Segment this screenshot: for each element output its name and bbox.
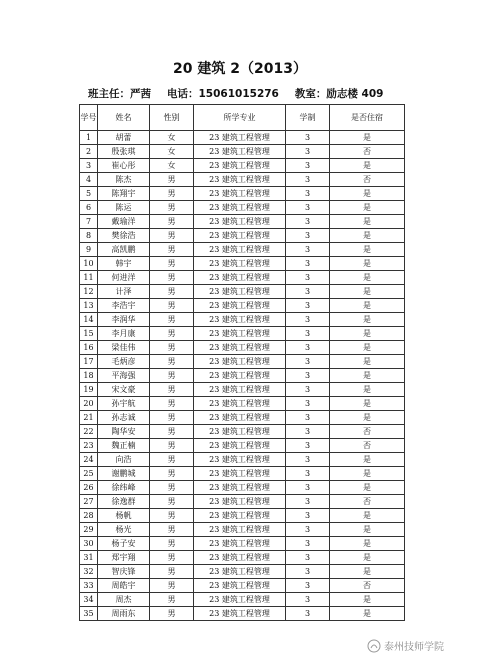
cell-student-no: 26 <box>80 481 98 495</box>
cell-dorm: 否 <box>330 425 405 439</box>
cell-gender: 女 <box>150 145 194 159</box>
table-row <box>80 593 405 607</box>
cell-name: 智庆锋 <box>98 565 150 579</box>
cell-years: 3 <box>286 537 330 551</box>
cell-student-no: 24 <box>80 453 98 467</box>
cell-major: 23 建筑工程管理 <box>194 187 286 201</box>
table-row <box>80 481 405 495</box>
cell-gender: 男 <box>150 453 194 467</box>
table-row <box>80 313 405 327</box>
cell-gender: 男 <box>150 397 194 411</box>
cell-major: 23 建筑工程管理 <box>194 579 286 593</box>
cell-years: 3 <box>286 383 330 397</box>
table-row <box>80 551 405 565</box>
cell-years: 3 <box>286 355 330 369</box>
cell-name: 毛炳彦 <box>98 355 150 369</box>
table-row <box>80 607 405 621</box>
cell-dorm: 是 <box>330 593 405 607</box>
cell-major: 23 建筑工程管理 <box>194 551 286 565</box>
cell-years: 3 <box>286 593 330 607</box>
cell-major: 23 建筑工程管理 <box>194 495 286 509</box>
cell-dorm: 是 <box>330 607 405 621</box>
cell-years: 3 <box>286 201 330 215</box>
cell-student-no: 27 <box>80 495 98 509</box>
table-row <box>80 285 405 299</box>
head-teacher: 班主任：严茜 <box>88 88 151 100</box>
cell-student-no: 2 <box>80 145 98 159</box>
cell-dorm: 是 <box>330 397 405 411</box>
watermark-text: 泰州技师学院 <box>384 642 444 653</box>
cell-years: 3 <box>286 579 330 593</box>
cell-gender: 男 <box>150 229 194 243</box>
cell-name: 平海强 <box>98 369 150 383</box>
header-gender: 性别 <box>150 105 194 131</box>
cell-years: 3 <box>286 173 330 187</box>
cell-years: 3 <box>286 369 330 383</box>
cell-gender: 男 <box>150 173 194 187</box>
cell-major: 23 建筑工程管理 <box>194 215 286 229</box>
cell-years: 3 <box>286 299 330 313</box>
cell-years: 3 <box>286 131 330 145</box>
cell-student-no: 8 <box>80 229 98 243</box>
cell-dorm: 否 <box>330 145 405 159</box>
cell-gender: 男 <box>150 383 194 397</box>
cell-major: 23 建筑工程管理 <box>194 523 286 537</box>
cell-student-no: 18 <box>80 369 98 383</box>
table-row <box>80 383 405 397</box>
cell-name: 杨子安 <box>98 537 150 551</box>
cell-student-no: 35 <box>80 607 98 621</box>
cell-major: 23 建筑工程管理 <box>194 327 286 341</box>
cell-student-no: 3 <box>80 159 98 173</box>
cell-gender: 男 <box>150 313 194 327</box>
cell-name: 周杰 <box>98 593 150 607</box>
cell-student-no: 23 <box>80 439 98 453</box>
cell-dorm: 是 <box>330 215 405 229</box>
cell-major: 23 建筑工程管理 <box>194 537 286 551</box>
table-row <box>80 397 405 411</box>
table-row <box>80 341 405 355</box>
cell-gender: 男 <box>150 369 194 383</box>
cell-dorm: 否 <box>330 579 405 593</box>
cell-years: 3 <box>286 243 330 257</box>
cell-years: 3 <box>286 495 330 509</box>
cell-dorm: 是 <box>330 565 405 579</box>
cell-student-no: 34 <box>80 593 98 607</box>
header-years: 学制 <box>286 105 330 131</box>
table-row <box>80 355 405 369</box>
table-row <box>80 215 405 229</box>
cell-name: 殷张琪 <box>98 145 150 159</box>
cell-dorm: 是 <box>330 537 405 551</box>
cell-name: 徐纬峰 <box>98 481 150 495</box>
cell-dorm: 是 <box>330 159 405 173</box>
cell-years: 3 <box>286 439 330 453</box>
cell-major: 23 建筑工程管理 <box>194 257 286 271</box>
cell-gender: 男 <box>150 565 194 579</box>
header-name: 姓名 <box>98 105 150 131</box>
table-row <box>80 187 405 201</box>
cell-name: 李月康 <box>98 327 150 341</box>
cell-major: 23 建筑工程管理 <box>194 159 286 173</box>
cell-student-no: 7 <box>80 215 98 229</box>
header-major: 所学专业 <box>194 105 286 131</box>
cell-gender: 男 <box>150 327 194 341</box>
cell-student-no: 21 <box>80 411 98 425</box>
cell-major: 23 建筑工程管理 <box>194 593 286 607</box>
cell-gender: 男 <box>150 509 194 523</box>
cell-gender: 男 <box>150 215 194 229</box>
cell-dorm: 是 <box>330 467 405 481</box>
cell-student-no: 30 <box>80 537 98 551</box>
table-row <box>80 369 405 383</box>
table-row <box>80 565 405 579</box>
cell-name: 杨光 <box>98 523 150 537</box>
table-row <box>80 271 405 285</box>
cell-dorm: 否 <box>330 439 405 453</box>
table-row <box>80 201 405 215</box>
cell-major: 23 建筑工程管理 <box>194 131 286 145</box>
cell-years: 3 <box>286 271 330 285</box>
cell-major: 23 建筑工程管理 <box>194 299 286 313</box>
cell-name: 魏正楠 <box>98 439 150 453</box>
cell-name: 李润华 <box>98 313 150 327</box>
cell-name: 戴瑜洋 <box>98 215 150 229</box>
cell-gender: 男 <box>150 299 194 313</box>
table-row <box>80 131 405 145</box>
cell-major: 23 建筑工程管理 <box>194 425 286 439</box>
cell-dorm: 是 <box>330 229 405 243</box>
student-roster-table <box>79 104 405 621</box>
cell-major: 23 建筑工程管理 <box>194 439 286 453</box>
cell-dorm: 是 <box>330 453 405 467</box>
cell-major: 23 建筑工程管理 <box>194 173 286 187</box>
cell-dorm: 否 <box>330 495 405 509</box>
cell-gender: 男 <box>150 425 194 439</box>
cell-years: 3 <box>286 187 330 201</box>
cell-dorm: 是 <box>330 369 405 383</box>
cell-name: 李浩宇 <box>98 299 150 313</box>
table-row <box>80 439 405 453</box>
cell-gender: 女 <box>150 159 194 173</box>
cell-name: 计泽 <box>98 285 150 299</box>
cell-student-no: 6 <box>80 201 98 215</box>
cell-dorm: 是 <box>330 383 405 397</box>
cell-gender: 男 <box>150 355 194 369</box>
cell-years: 3 <box>286 341 330 355</box>
cell-name: 孙宇航 <box>98 397 150 411</box>
table-row <box>80 411 405 425</box>
cell-major: 23 建筑工程管理 <box>194 453 286 467</box>
table-row <box>80 509 405 523</box>
cell-dorm: 否 <box>330 173 405 187</box>
cell-dorm: 是 <box>330 341 405 355</box>
cell-name: 胡蕾 <box>98 131 150 145</box>
cell-dorm: 是 <box>330 271 405 285</box>
cell-major: 23 建筑工程管理 <box>194 467 286 481</box>
table-row <box>80 495 405 509</box>
cell-years: 3 <box>286 523 330 537</box>
cell-major: 23 建筑工程管理 <box>194 607 286 621</box>
cell-student-no: 31 <box>80 551 98 565</box>
cell-years: 3 <box>286 285 330 299</box>
cell-gender: 男 <box>150 201 194 215</box>
watermark <box>367 638 444 653</box>
cell-gender: 男 <box>150 285 194 299</box>
cell-name: 崔心彤 <box>98 159 150 173</box>
cell-gender: 男 <box>150 481 194 495</box>
cell-name: 何进洋 <box>98 271 150 285</box>
cell-major: 23 建筑工程管理 <box>194 285 286 299</box>
table-row <box>80 173 405 187</box>
table-row <box>80 579 405 593</box>
cell-student-no: 11 <box>80 271 98 285</box>
table-body <box>80 131 405 621</box>
cell-major: 23 建筑工程管理 <box>194 369 286 383</box>
cell-major: 23 建筑工程管理 <box>194 271 286 285</box>
cell-name: 孙志诚 <box>98 411 150 425</box>
cell-dorm: 是 <box>330 285 405 299</box>
cell-years: 3 <box>286 565 330 579</box>
cell-years: 3 <box>286 551 330 565</box>
cell-major: 23 建筑工程管理 <box>194 509 286 523</box>
cell-dorm: 是 <box>330 313 405 327</box>
cell-name: 樊徐浩 <box>98 229 150 243</box>
header-student-no: 学号 <box>80 105 98 131</box>
header-dorm: 是否住宿 <box>330 105 405 131</box>
cell-student-no: 12 <box>80 285 98 299</box>
cell-student-no: 25 <box>80 467 98 481</box>
cell-student-no: 5 <box>80 187 98 201</box>
cell-student-no: 33 <box>80 579 98 593</box>
wechat-channel-icon <box>367 639 381 653</box>
cell-dorm: 是 <box>330 355 405 369</box>
table-row <box>80 159 405 173</box>
table-row <box>80 327 405 341</box>
cell-dorm: 是 <box>330 243 405 257</box>
cell-dorm: 是 <box>330 509 405 523</box>
cell-major: 23 建筑工程管理 <box>194 397 286 411</box>
cell-dorm: 是 <box>330 257 405 271</box>
cell-gender: 男 <box>150 341 194 355</box>
cell-student-no: 19 <box>80 383 98 397</box>
cell-name: 郑宇翔 <box>98 551 150 565</box>
cell-years: 3 <box>286 509 330 523</box>
cell-student-no: 17 <box>80 355 98 369</box>
cell-gender: 男 <box>150 607 194 621</box>
cell-name: 徐逸群 <box>98 495 150 509</box>
table-row <box>80 537 405 551</box>
cell-student-no: 15 <box>80 327 98 341</box>
cell-dorm: 是 <box>330 299 405 313</box>
table-row <box>80 243 405 257</box>
cell-dorm: 是 <box>330 201 405 215</box>
class-info <box>88 86 418 101</box>
cell-dorm: 是 <box>330 551 405 565</box>
cell-gender: 男 <box>150 411 194 425</box>
cell-years: 3 <box>286 425 330 439</box>
table-row <box>80 145 405 159</box>
cell-name: 周皓宇 <box>98 579 150 593</box>
cell-dorm: 是 <box>330 481 405 495</box>
cell-gender: 男 <box>150 593 194 607</box>
cell-gender: 男 <box>150 439 194 453</box>
cell-gender: 男 <box>150 537 194 551</box>
cell-student-no: 28 <box>80 509 98 523</box>
cell-name: 高凯鹏 <box>98 243 150 257</box>
cell-years: 3 <box>286 327 330 341</box>
cell-student-no: 29 <box>80 523 98 537</box>
cell-gender: 男 <box>150 579 194 593</box>
cell-student-no: 20 <box>80 397 98 411</box>
cell-student-no: 1 <box>80 131 98 145</box>
cell-years: 3 <box>286 313 330 327</box>
cell-gender: 女 <box>150 131 194 145</box>
cell-name: 韩宇 <box>98 257 150 271</box>
cell-student-no: 13 <box>80 299 98 313</box>
cell-name: 梁佳伟 <box>98 341 150 355</box>
table-row <box>80 257 405 271</box>
cell-name: 陈杰 <box>98 173 150 187</box>
table-row <box>80 453 405 467</box>
cell-name: 陈运 <box>98 201 150 215</box>
cell-name: 向浩 <box>98 453 150 467</box>
cell-gender: 男 <box>150 551 194 565</box>
page-title: 20 建筑 2（2013） <box>173 61 307 77</box>
cell-years: 3 <box>286 453 330 467</box>
cell-years: 3 <box>286 159 330 173</box>
cell-dorm: 是 <box>330 327 405 341</box>
cell-years: 3 <box>286 607 330 621</box>
cell-student-no: 4 <box>80 173 98 187</box>
table-row <box>80 467 405 481</box>
cell-major: 23 建筑工程管理 <box>194 313 286 327</box>
classroom: 教室：励志楼 409 <box>294 88 384 100</box>
cell-name: 周雨东 <box>98 607 150 621</box>
cell-years: 3 <box>286 467 330 481</box>
cell-gender: 男 <box>150 187 194 201</box>
cell-name: 杨帆 <box>98 509 150 523</box>
cell-name: 陶华安 <box>98 425 150 439</box>
table-header-row <box>80 105 405 131</box>
cell-major: 23 建筑工程管理 <box>194 201 286 215</box>
cell-major: 23 建筑工程管理 <box>194 145 286 159</box>
cell-major: 23 建筑工程管理 <box>194 341 286 355</box>
cell-years: 3 <box>286 215 330 229</box>
cell-dorm: 是 <box>330 411 405 425</box>
cell-major: 23 建筑工程管理 <box>194 565 286 579</box>
cell-years: 3 <box>286 397 330 411</box>
table-row <box>80 299 405 313</box>
cell-major: 23 建筑工程管理 <box>194 355 286 369</box>
cell-student-no: 16 <box>80 341 98 355</box>
cell-major: 23 建筑工程管理 <box>194 229 286 243</box>
cell-years: 3 <box>286 481 330 495</box>
cell-student-no: 9 <box>80 243 98 257</box>
cell-name: 宋文豪 <box>98 383 150 397</box>
cell-gender: 男 <box>150 523 194 537</box>
cell-student-no: 10 <box>80 257 98 271</box>
cell-name: 陈翔宇 <box>98 187 150 201</box>
cell-dorm: 是 <box>330 523 405 537</box>
cell-gender: 男 <box>150 243 194 257</box>
cell-years: 3 <box>286 257 330 271</box>
table-row <box>80 229 405 243</box>
cell-years: 3 <box>286 229 330 243</box>
cell-dorm: 是 <box>330 131 405 145</box>
cell-student-no: 32 <box>80 565 98 579</box>
cell-dorm: 是 <box>330 187 405 201</box>
cell-gender: 男 <box>150 257 194 271</box>
cell-gender: 男 <box>150 495 194 509</box>
cell-major: 23 建筑工程管理 <box>194 411 286 425</box>
cell-major: 23 建筑工程管理 <box>194 383 286 397</box>
cell-major: 23 建筑工程管理 <box>194 243 286 257</box>
cell-years: 3 <box>286 145 330 159</box>
cell-name: 谢鹏城 <box>98 467 150 481</box>
cell-gender: 男 <box>150 467 194 481</box>
table-row <box>80 425 405 439</box>
phone-number: 电话：15061015276 <box>167 88 279 100</box>
table-row <box>80 523 405 537</box>
cell-years: 3 <box>286 411 330 425</box>
cell-student-no: 22 <box>80 425 98 439</box>
cell-major: 23 建筑工程管理 <box>194 481 286 495</box>
cell-student-no: 14 <box>80 313 98 327</box>
cell-gender: 男 <box>150 271 194 285</box>
